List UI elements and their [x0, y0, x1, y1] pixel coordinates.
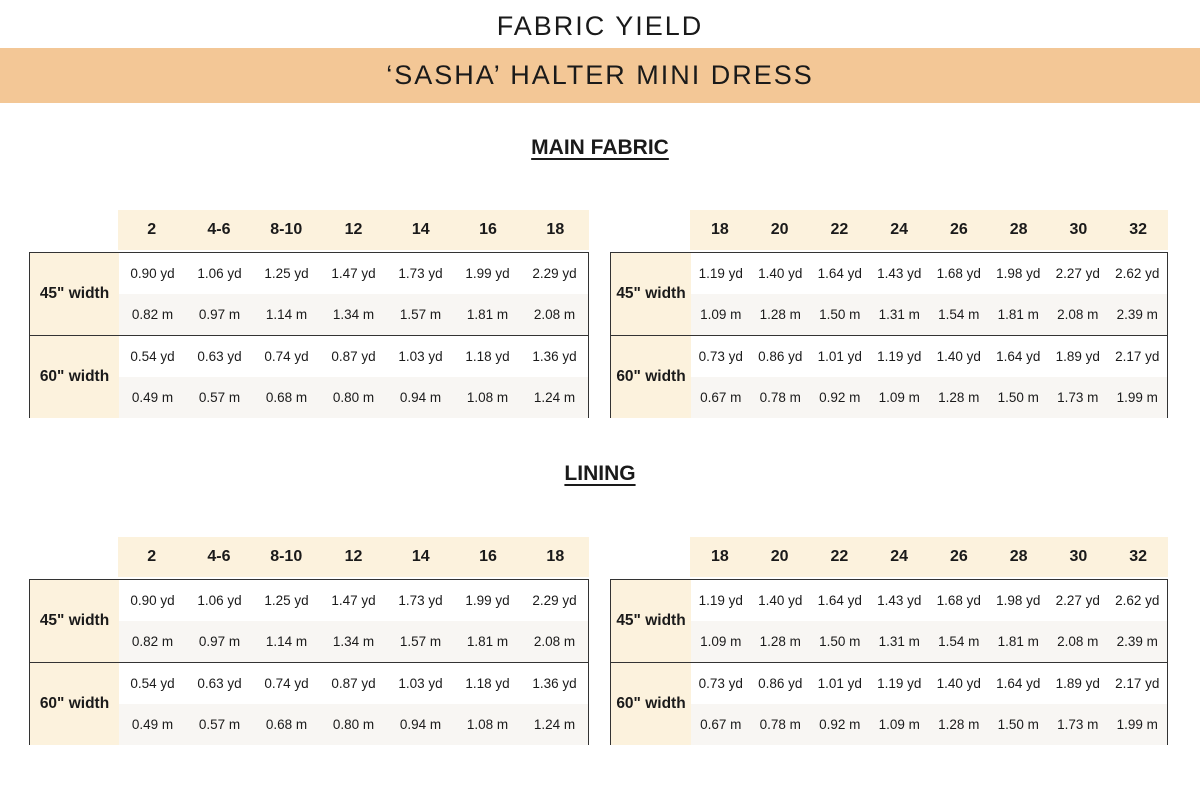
yards-cell: 1.98 yd	[996, 593, 1041, 608]
yards-cell: 1.06 yd	[197, 593, 242, 608]
yards-cell: 0.63 yd	[197, 349, 242, 364]
yards-cell: 1.18 yd	[465, 676, 510, 691]
size-header-cell: 22	[830, 548, 849, 565]
meters-cell: 1.31 m	[878, 634, 920, 649]
meters-cell: 0.67 m	[700, 390, 742, 405]
meters-cell: 1.81 m	[466, 307, 509, 322]
meters-cell: 1.81 m	[997, 307, 1039, 322]
yards-row	[691, 663, 1167, 704]
yards-cell: 1.64 yd	[817, 266, 862, 281]
size-header-row-right	[690, 210, 1168, 250]
size-header-row-left	[118, 537, 589, 577]
yards-cell: 2.27 yd	[1055, 593, 1100, 608]
meters-cell: 0.92 m	[819, 717, 861, 732]
meters-cell: 2.39 m	[1116, 307, 1158, 322]
size-header-cell: 20	[770, 548, 789, 565]
width-group	[611, 580, 1167, 662]
yield-table-left	[29, 252, 589, 418]
yards-row	[119, 663, 588, 704]
size-header-cell: 14	[411, 548, 430, 565]
yards-cell: 1.19 yd	[698, 266, 743, 281]
width-label: 45" width	[611, 580, 691, 662]
yards-cell: 1.01 yd	[817, 349, 862, 364]
size-header-cell: 14	[411, 221, 430, 238]
size-header-cell: 2	[147, 548, 157, 565]
meters-cell: 1.34 m	[332, 634, 375, 649]
meters-row	[119, 704, 588, 745]
meters-row	[119, 294, 588, 335]
size-header-cell: 18	[546, 548, 565, 565]
meters-cell: 1.50 m	[997, 390, 1039, 405]
meters-row	[119, 621, 588, 662]
size-header-cell: 18	[710, 221, 729, 238]
yards-cell: 1.73 yd	[398, 593, 443, 608]
yield-values	[691, 253, 1167, 335]
yield-table-right	[610, 579, 1168, 745]
yards-cell: 0.54 yd	[130, 349, 175, 364]
yards-cell: 0.87 yd	[331, 676, 376, 691]
yards-cell: 0.73 yd	[698, 349, 743, 364]
meters-cell: 1.57 m	[399, 634, 442, 649]
meters-row	[691, 377, 1167, 418]
meters-cell: 1.14 m	[265, 307, 308, 322]
width-label: 60" width	[30, 663, 119, 745]
meters-cell: 1.09 m	[878, 390, 920, 405]
width-label: 45" width	[30, 580, 119, 662]
meters-cell: 0.68 m	[265, 717, 308, 732]
yards-cell: 1.40 yd	[758, 593, 803, 608]
yards-cell: 1.43 yd	[877, 266, 922, 281]
size-header-cell: 32	[1129, 548, 1148, 565]
width-group	[30, 335, 588, 418]
meters-cell: 1.50 m	[819, 307, 861, 322]
size-header-cell: 4-6	[207, 548, 231, 565]
size-header-cell: 12	[344, 548, 363, 565]
meters-cell: 1.57 m	[399, 307, 442, 322]
yards-cell: 1.01 yd	[817, 676, 862, 691]
yards-cell: 0.86 yd	[758, 676, 803, 691]
size-header-cell: 16	[479, 221, 497, 238]
yards-cell: 1.40 yd	[936, 676, 981, 691]
width-group	[30, 662, 588, 745]
yards-cell: 1.43 yd	[877, 593, 922, 608]
yards-cell: 1.25 yd	[264, 266, 309, 281]
meters-cell: 1.54 m	[938, 307, 980, 322]
meters-cell: 0.94 m	[399, 717, 442, 732]
meters-cell: 1.09 m	[700, 634, 742, 649]
meters-row	[119, 377, 588, 418]
yards-cell: 1.19 yd	[698, 593, 743, 608]
yield-table-right	[610, 252, 1168, 418]
yield-values	[691, 580, 1167, 662]
yards-row	[119, 336, 588, 377]
meters-cell: 1.31 m	[878, 307, 920, 322]
width-group	[30, 253, 588, 335]
yards-cell: 1.36 yd	[532, 349, 577, 364]
meters-cell: 0.67 m	[700, 717, 742, 732]
yards-cell: 1.03 yd	[398, 676, 443, 691]
width-label: 60" width	[30, 336, 119, 418]
meters-cell: 0.82 m	[131, 307, 174, 322]
meters-cell: 2.08 m	[1057, 307, 1099, 322]
meters-cell: 1.73 m	[1057, 717, 1099, 732]
meters-cell: 0.92 m	[819, 390, 861, 405]
yards-cell: 0.86 yd	[758, 349, 803, 364]
meters-cell: 0.97 m	[198, 307, 241, 322]
width-group	[611, 253, 1167, 335]
yards-cell: 1.18 yd	[465, 349, 510, 364]
yards-cell: 0.87 yd	[331, 349, 376, 364]
yards-cell: 1.64 yd	[996, 676, 1041, 691]
yield-values	[691, 336, 1167, 418]
width-label: 45" width	[611, 253, 691, 335]
yards-cell: 1.99 yd	[465, 266, 510, 281]
meters-cell: 0.78 m	[759, 717, 801, 732]
meters-cell: 0.49 m	[131, 390, 174, 405]
size-header-cell: 4-6	[207, 221, 231, 238]
meters-cell: 2.08 m	[1057, 634, 1099, 649]
yards-cell: 0.63 yd	[197, 676, 242, 691]
yards-cell: 1.98 yd	[996, 266, 1041, 281]
size-header-cell: 24	[890, 221, 909, 238]
width-label: 60" width	[611, 663, 691, 745]
meters-cell: 1.81 m	[997, 634, 1039, 649]
meters-cell: 1.50 m	[819, 634, 861, 649]
size-header-cell: 18	[710, 548, 729, 565]
meters-row	[691, 621, 1167, 662]
meters-cell: 0.80 m	[332, 717, 375, 732]
size-header-cell: 26	[949, 221, 968, 238]
yards-cell: 1.19 yd	[877, 676, 922, 691]
section-heading-lining: LINING	[564, 462, 636, 485]
meters-cell: 2.08 m	[533, 634, 576, 649]
yards-row	[691, 580, 1167, 621]
page-title: FABRIC YIELD	[496, 11, 704, 41]
yards-cell: 0.73 yd	[698, 676, 743, 691]
meters-cell: 1.14 m	[265, 634, 308, 649]
meters-cell: 0.68 m	[265, 390, 308, 405]
meters-cell: 1.24 m	[533, 717, 576, 732]
yield-values	[119, 336, 588, 418]
yards-cell: 2.29 yd	[532, 266, 577, 281]
yards-cell: 2.27 yd	[1055, 266, 1100, 281]
meters-cell: 1.81 m	[466, 634, 509, 649]
yield-values	[119, 663, 588, 745]
meters-cell: 1.24 m	[533, 390, 576, 405]
yards-cell: 1.47 yd	[331, 266, 376, 281]
yards-cell: 0.74 yd	[264, 349, 309, 364]
width-label: 60" width	[611, 336, 691, 418]
yards-cell: 1.03 yd	[398, 349, 443, 364]
yards-cell: 0.54 yd	[130, 676, 175, 691]
yards-cell: 1.64 yd	[817, 593, 862, 608]
meters-cell: 0.57 m	[198, 390, 241, 405]
width-group	[611, 662, 1167, 745]
product-name: ‘SASHA’ HALTER MINI DRESS	[386, 60, 814, 90]
meters-cell: 1.28 m	[938, 390, 980, 405]
yards-cell: 2.17 yd	[1115, 676, 1160, 691]
yield-values	[119, 253, 588, 335]
size-header-cell: 2	[147, 221, 157, 238]
yards-cell: 1.64 yd	[996, 349, 1041, 364]
yards-cell: 0.90 yd	[130, 593, 175, 608]
meters-cell: 0.82 m	[131, 634, 174, 649]
meters-cell: 1.73 m	[1057, 390, 1099, 405]
size-header-cell: 12	[344, 221, 363, 238]
meters-cell: 1.99 m	[1116, 717, 1158, 732]
size-header-cell: 18	[546, 221, 565, 238]
size-header-cell: 16	[479, 548, 497, 565]
meters-row	[691, 294, 1167, 335]
size-header-cell: 8-10	[270, 548, 303, 565]
meters-cell: 1.08 m	[466, 390, 509, 405]
yards-row	[691, 336, 1167, 377]
yards-row	[119, 580, 588, 621]
size-header-cell: 22	[830, 221, 849, 238]
meters-row	[691, 704, 1167, 745]
yards-cell: 1.06 yd	[197, 266, 242, 281]
size-header-cell: 28	[1009, 548, 1028, 565]
width-group	[30, 580, 588, 662]
size-header-cell: 8-10	[270, 221, 303, 238]
yards-cell: 1.19 yd	[877, 349, 922, 364]
yards-cell: 1.36 yd	[532, 676, 577, 691]
meters-cell: 0.57 m	[198, 717, 241, 732]
meters-cell: 1.99 m	[1116, 390, 1158, 405]
size-header-cell: 24	[890, 548, 909, 565]
size-header-row-right	[690, 537, 1168, 577]
yards-cell: 1.47 yd	[331, 593, 376, 608]
yards-cell: 2.17 yd	[1115, 349, 1160, 364]
meters-cell: 0.97 m	[198, 634, 241, 649]
yards-cell: 0.74 yd	[264, 676, 309, 691]
yards-row	[691, 253, 1167, 294]
meters-cell: 2.39 m	[1116, 634, 1158, 649]
meters-cell: 1.09 m	[700, 307, 742, 322]
product-banner	[0, 48, 1200, 103]
meters-cell: 0.94 m	[399, 390, 442, 405]
size-header-cell: 30	[1069, 221, 1088, 238]
meters-cell: 1.09 m	[878, 717, 920, 732]
yards-cell: 1.89 yd	[1055, 676, 1100, 691]
meters-cell: 1.08 m	[466, 717, 509, 732]
meters-cell: 1.50 m	[997, 717, 1039, 732]
yards-cell: 1.40 yd	[758, 266, 803, 281]
yards-cell: 2.62 yd	[1115, 593, 1160, 608]
meters-cell: 1.28 m	[938, 717, 980, 732]
yards-cell: 0.90 yd	[130, 266, 175, 281]
yield-table-left	[29, 579, 589, 745]
yards-cell: 2.62 yd	[1115, 266, 1160, 281]
size-header-row-left	[118, 210, 589, 250]
yards-cell: 1.89 yd	[1055, 349, 1100, 364]
yards-cell: 1.25 yd	[264, 593, 309, 608]
meters-cell: 0.80 m	[332, 390, 375, 405]
yards-cell: 1.68 yd	[936, 593, 981, 608]
yards-cell: 1.73 yd	[398, 266, 443, 281]
width-group	[611, 335, 1167, 418]
size-header-cell: 30	[1069, 548, 1088, 565]
meters-cell: 1.34 m	[332, 307, 375, 322]
yards-cell: 1.68 yd	[936, 266, 981, 281]
size-header-cell: 20	[770, 221, 789, 238]
size-header-cell: 32	[1129, 221, 1148, 238]
yards-cell: 1.99 yd	[465, 593, 510, 608]
yards-cell: 2.29 yd	[532, 593, 577, 608]
width-label: 45" width	[30, 253, 119, 335]
meters-cell: 2.08 m	[533, 307, 576, 322]
yards-cell: 1.40 yd	[936, 349, 981, 364]
yards-row	[119, 253, 588, 294]
meters-cell: 0.49 m	[131, 717, 174, 732]
meters-cell: 1.28 m	[759, 307, 801, 322]
yield-values	[691, 663, 1167, 745]
section-heading-main-fabric: MAIN FABRIC	[531, 136, 669, 159]
size-header-cell: 28	[1009, 221, 1028, 238]
meters-cell: 1.54 m	[938, 634, 980, 649]
size-header-cell: 26	[949, 548, 968, 565]
yield-values	[119, 580, 588, 662]
meters-cell: 0.78 m	[759, 390, 801, 405]
meters-cell: 1.28 m	[759, 634, 801, 649]
